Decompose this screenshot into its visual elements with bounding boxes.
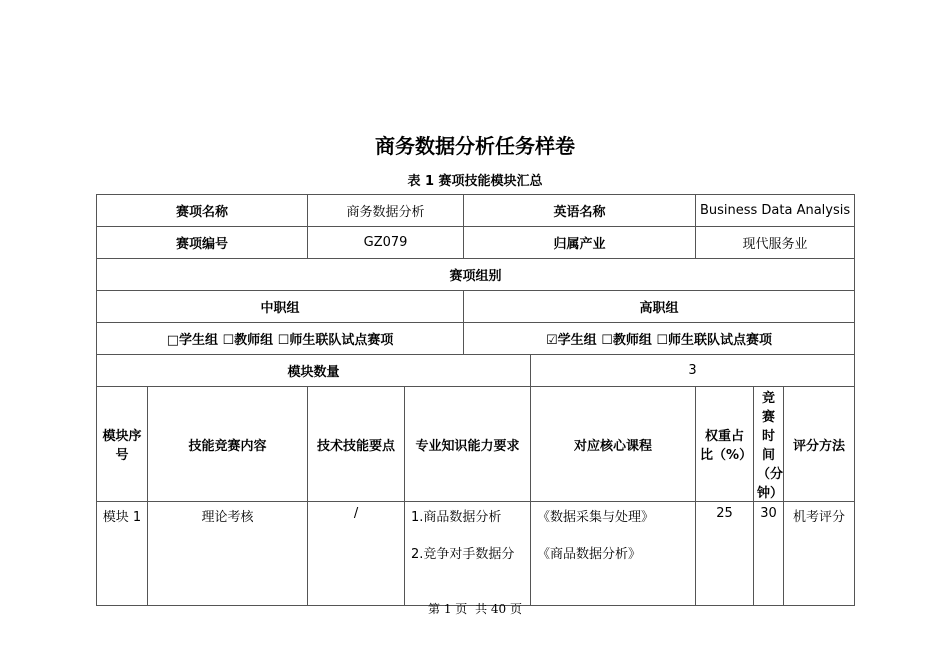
mid-vocational-label: 中职组 (97, 291, 464, 323)
english-name-value: Business Data Analysis (696, 195, 855, 227)
header-seq: 模块序号 (97, 387, 148, 502)
header-course: 对应核心课程 (531, 387, 696, 502)
higher-vocational-label: 高职组 (464, 291, 855, 323)
name-label: 赛项名称 (97, 195, 308, 227)
table-caption: 表 1 赛项技能模块汇总 (407, 174, 543, 189)
header-weight: 权重占比（%） (696, 387, 754, 502)
knowledge-item: 1.商品数据分析 (411, 510, 502, 525)
module-tech: / (308, 502, 405, 606)
table-row (97, 502, 855, 606)
module-time: 30 (754, 502, 784, 606)
header-time: 竞赛时间（分钟） (754, 387, 784, 502)
table-row (97, 323, 855, 355)
module-knowledge (405, 502, 531, 606)
page-footer (0, 600, 950, 617)
table-row (97, 195, 855, 227)
page-total: 共 40 页 (475, 602, 522, 616)
mid-vocational-options: □学生组 ☐教师组 ☐师生联队试点赛项 (97, 323, 464, 355)
code-value: GZ079 (308, 227, 464, 259)
module-weight: 25 (696, 502, 754, 606)
skill-module-table (96, 194, 855, 606)
header-knowledge: 专业知识能力要求 (405, 387, 531, 502)
module-seq: 模块 1 (97, 502, 148, 606)
group-header: 赛项组别 (97, 259, 855, 291)
header-tech: 技术技能要点 (308, 387, 405, 502)
module-course (531, 502, 696, 606)
header-content: 技能竞赛内容 (148, 387, 308, 502)
table-row (97, 227, 855, 259)
header-method: 评分方法 (784, 387, 855, 502)
knowledge-item: 2.竞争对手数据分 (411, 547, 515, 562)
higher-vocational-options: ☑学生组 ☐教师组 ☐师生联队试点赛项 (464, 323, 855, 355)
module-count-value: 3 (531, 355, 855, 387)
module-count-label: 模块数量 (97, 355, 531, 387)
course-item: 《商品数据分析》 (537, 547, 642, 562)
name-value: 商务数据分析 (308, 195, 464, 227)
page-number: 第 1 页 (428, 602, 468, 616)
table-row (97, 291, 855, 323)
industry-value: 现代服务业 (696, 227, 855, 259)
doc-title: 商务数据分析任务样卷 (375, 134, 575, 158)
industry-label: 归属产业 (464, 227, 696, 259)
table-row (97, 355, 855, 387)
table-header-row (97, 387, 855, 502)
module-content: 理论考核 (148, 502, 308, 606)
code-label: 赛项编号 (97, 227, 308, 259)
english-name-label: 英语名称 (464, 195, 696, 227)
module-method: 机考评分 (784, 502, 855, 606)
table-row (97, 259, 855, 291)
course-item: 《数据采集与处理》 (537, 510, 655, 525)
